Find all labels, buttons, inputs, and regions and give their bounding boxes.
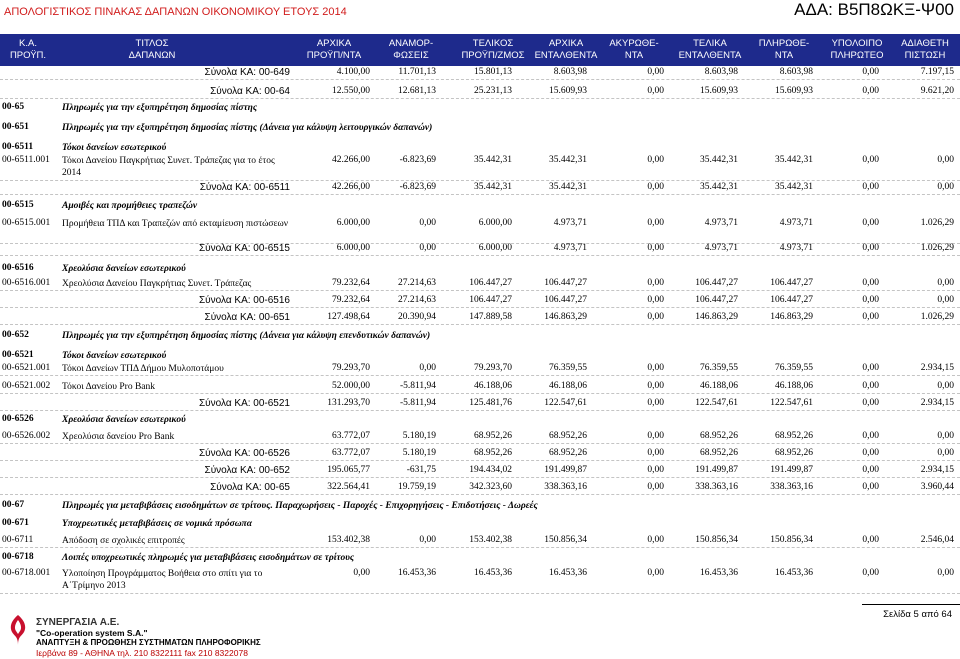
row-divider xyxy=(0,255,960,256)
amount-cell: 338.363,16 xyxy=(544,482,587,492)
amount-cell: 0,00 xyxy=(647,363,664,373)
amount-cell: 46.188,06 xyxy=(549,381,587,391)
amount-cell: 4.973,71 xyxy=(779,218,813,228)
row-divider xyxy=(0,477,960,478)
column-header-line2: ΦΩΣΕΙΣ xyxy=(393,50,429,61)
amount-cell: 16.453,36 xyxy=(700,568,738,578)
amount-cell: 0,00 xyxy=(937,431,954,441)
amount-cell: 35.442,31 xyxy=(549,182,587,192)
company-block xyxy=(36,618,261,658)
amount-cell: 15.609,93 xyxy=(775,86,813,96)
amount-cell: 6.000,00 xyxy=(478,243,512,253)
amount-cell: 0,00 xyxy=(862,363,879,373)
amount-cell: 79.293,70 xyxy=(474,363,512,373)
row-divider xyxy=(0,460,960,461)
amount-cell: 0,00 xyxy=(647,155,664,165)
amount-cell: 0,00 xyxy=(647,431,664,441)
account-description: Τόκοι δανείων εσωτερικού xyxy=(62,351,167,361)
amount-cell: 68.952,26 xyxy=(700,431,738,441)
amount-cell: -5.811,94 xyxy=(399,381,436,391)
amount-cell: 0,00 xyxy=(937,155,954,165)
row-divider xyxy=(0,79,960,80)
amount-cell: 15.801,13 xyxy=(474,67,512,77)
amount-cell: 146.863,29 xyxy=(770,312,813,322)
row-divider xyxy=(0,393,960,394)
amount-cell: 0,00 xyxy=(647,67,664,77)
company-name: ΣΥΝΕΡΓΑΣΙΑ Α.Ε. xyxy=(36,617,120,628)
column-header-line1: ΠΛΗΡΩΘΕ- xyxy=(758,38,810,49)
row-divider xyxy=(0,410,960,411)
column-header-line2: ΔΑΠΑΝΩΝ xyxy=(128,50,176,61)
amount-cell: 46.188,06 xyxy=(474,381,512,391)
amount-cell: 27.214,63 xyxy=(398,295,436,305)
account-description: Πληρωμές για την εξυπηρέτηση δημοσίας πίστης xyxy=(62,103,258,113)
company-tagline: ΑΝΑΠΤΥΞΗ & ΠΡΟΩΘΗΣΗ ΣΥΣΤΗΜΑΤΩΝ ΠΛΗΡΟΦΟΡΙΚΗΣ xyxy=(36,638,261,647)
amount-cell: 0,00 xyxy=(647,295,664,305)
amount-cell: 5.180,19 xyxy=(402,448,436,458)
amount-cell: 0,00 xyxy=(647,182,664,192)
column-header-line1: ΤΕΛΙΚΑ xyxy=(693,38,727,49)
amount-cell: 15.609,93 xyxy=(700,86,738,96)
total-label: Σύνολα ΚΑ: 00-6515 xyxy=(198,243,290,254)
amount-cell: 79.232,64 xyxy=(332,278,370,288)
amount-cell: 342.323,60 xyxy=(469,482,512,492)
amount-cell: 122.547,61 xyxy=(544,398,587,408)
amount-cell: 0,00 xyxy=(862,431,879,441)
amount-cell: 106.447,27 xyxy=(544,278,587,288)
amount-cell: 338.363,16 xyxy=(695,482,738,492)
amount-cell: 76.359,55 xyxy=(549,363,587,373)
account-description: Αμοιβές και προμήθειες τραπεζών xyxy=(62,201,198,211)
total-label: Σύνολα ΚΑ: 00-6526 xyxy=(198,448,290,459)
row-divider xyxy=(0,98,960,99)
amount-cell: 46.188,06 xyxy=(700,381,738,391)
account-code: 00-65 xyxy=(2,102,25,112)
amount-cell: 0,00 xyxy=(862,381,879,391)
amount-cell: 6.000,00 xyxy=(336,243,370,253)
amount-cell: 0,00 xyxy=(419,218,436,228)
amount-cell: 6.000,00 xyxy=(478,218,512,228)
amount-cell: 35.442,31 xyxy=(474,155,512,165)
amount-cell: 4.973,71 xyxy=(704,218,738,228)
amount-cell: 15.609,93 xyxy=(549,86,587,96)
document-title: ΑΠΟΛΟΓΙΣΤΙΚΟΣ ΠΙΝΑΚΑΣ ΔΑΠΑΝΩΝ ΟΙΚΟΝΟΜΙΚΟΥ ΕΤΟΥΣ 2014 xyxy=(4,6,347,18)
row-divider xyxy=(0,290,960,291)
amount-cell: 2.934,15 xyxy=(920,363,954,373)
column-header-line2: ΠΛΗΡΩΤΕΟ xyxy=(830,50,884,61)
column-header-line2: ΕΝΤΑΛΘΕΝΤΑ xyxy=(678,50,742,61)
account-code: 00-671 xyxy=(2,518,29,528)
company-logo-icon xyxy=(6,614,30,646)
amount-cell: 0,00 xyxy=(937,448,954,458)
amount-cell: 0,00 xyxy=(862,448,879,458)
column-header-line1: ΑΝΑΜΟΡ- xyxy=(388,38,434,49)
amount-cell: -6.823,69 xyxy=(399,182,436,192)
amount-cell: 68.952,26 xyxy=(474,448,512,458)
account-description: Απόδοση σε σχολικές επιτροπές xyxy=(62,536,185,546)
total-label: Σύνολα ΚΑ: 00-65 xyxy=(210,482,290,493)
amount-cell: 63.772,07 xyxy=(332,448,370,458)
column-header-line1: Κ.Α. xyxy=(19,38,37,49)
account-code: 00-6526.002 xyxy=(2,431,51,441)
amount-cell: 106.447,27 xyxy=(695,295,738,305)
amount-cell: 0,00 xyxy=(647,243,664,253)
amount-cell: 0,00 xyxy=(862,155,879,165)
column-header-line1: ΤΙΤΛΟΣ xyxy=(135,38,169,49)
amount-cell: 0,00 xyxy=(647,448,664,458)
amount-cell: 0,00 xyxy=(647,218,664,228)
amount-cell: 20.390,94 xyxy=(398,312,436,322)
column-header-line2: ΕΝΤΑΛΘΕΝΤΑ xyxy=(534,50,598,61)
column-header-line1: ΑΚΥΡΩΘΕ- xyxy=(609,38,659,49)
amount-cell: 125.481,76 xyxy=(469,398,512,408)
account-code: 00-67 xyxy=(2,500,25,510)
column-header-line2: ΝΤΑ xyxy=(774,50,794,61)
amount-cell: 0,00 xyxy=(419,535,436,545)
column-header-line1: ΑΔΙΑΘΕΤΗ xyxy=(901,38,949,49)
account-code: 00-6516 xyxy=(2,263,34,273)
amount-cell: 191.499,87 xyxy=(695,465,738,475)
amount-cell: 0,00 xyxy=(647,381,664,391)
company-address: Ιερβάνα 89 - ΑΘΗΝΑ τηλ. 210 8322111 fax 210 8322078 xyxy=(36,648,248,658)
amount-cell: 4.973,71 xyxy=(779,243,813,253)
account-description: Τόκοι Δανείου Παγκρήτιας Συνετ. Τράπεζας για το έτος 2014 xyxy=(62,156,275,178)
account-code: 00-6515.001 xyxy=(2,218,51,228)
account-code: 00-6711 xyxy=(2,535,34,545)
column-header xyxy=(0,38,78,62)
amount-cell: 0,00 xyxy=(647,535,664,545)
amount-cell: 150.856,34 xyxy=(770,535,813,545)
ada-code: ΑΔΑ: Β5Π8ΩΚΞ-Ψ00 xyxy=(794,0,954,19)
amount-cell: 0,00 xyxy=(862,182,879,192)
page-number-divider xyxy=(862,604,960,605)
account-description: Χρεολύσια Δανείου Παγκρήτιας Συνετ. Τράπεζας xyxy=(62,279,252,289)
account-code: 00-6516.001 xyxy=(2,278,51,288)
amount-cell: 150.856,34 xyxy=(544,535,587,545)
amount-cell: 0,00 xyxy=(647,86,664,96)
amount-cell: 191.499,87 xyxy=(770,465,813,475)
amount-cell: 0,00 xyxy=(937,295,954,305)
amount-cell: 25.231,13 xyxy=(474,86,512,96)
amount-cell: 0,00 xyxy=(937,278,954,288)
column-header-line2: ΠΡΟΫΠ. xyxy=(9,50,47,61)
account-description: Υλοποίηση Προγράμματος Βοήθεια στο σπίτι για το Α΄Τρίμηνο 2013 xyxy=(62,569,263,591)
amount-cell: 106.447,27 xyxy=(544,295,587,305)
amount-cell: 195.065,77 xyxy=(327,465,370,475)
table-header xyxy=(0,34,960,66)
amount-cell: 19.759,19 xyxy=(398,482,436,492)
amount-cell: 0,00 xyxy=(937,568,954,578)
account-code: 00-6511 xyxy=(2,142,34,152)
amount-cell: 0,00 xyxy=(937,381,954,391)
account-code: 00-6718.001 xyxy=(2,568,51,578)
account-description: Χρεολύσια δανείων εσωτερικού xyxy=(62,415,186,425)
amount-cell: 0,00 xyxy=(937,182,954,192)
account-description: Προμήθεια ΤΠΔ και Τραπεζών από εκταμίευση πιστώσεων xyxy=(62,219,289,229)
total-label: Σύνολα ΚΑ: 00-6511 xyxy=(199,182,290,193)
amount-cell: 153.402,38 xyxy=(327,535,370,545)
account-code: 00-6718 xyxy=(2,552,34,562)
amount-cell: 194.434,02 xyxy=(469,465,512,475)
row-divider xyxy=(0,593,960,594)
amount-cell: 0,00 xyxy=(647,465,664,475)
amount-cell: 35.442,31 xyxy=(775,155,813,165)
amount-cell: 16.453,36 xyxy=(474,568,512,578)
account-description: Πληρωμές για την εξυπηρέτηση δημοσίας πίστης (Δάνεια για κάλυψη λειτουργικών δαπανών) xyxy=(62,123,433,133)
amount-cell: 5.180,19 xyxy=(402,431,436,441)
amount-cell: 1.026,29 xyxy=(920,312,954,322)
amount-cell: 63.772,07 xyxy=(332,431,370,441)
amount-cell: 4.973,71 xyxy=(704,243,738,253)
amount-cell: 1.026,29 xyxy=(920,218,954,228)
amount-cell: 0,00 xyxy=(862,465,879,475)
amount-cell: 42.266,00 xyxy=(332,155,370,165)
amount-cell: 106.447,27 xyxy=(770,295,813,305)
amount-cell: 0,00 xyxy=(419,243,436,253)
total-label: Σύνολα ΚΑ: 00-6521 xyxy=(198,398,290,409)
row-divider xyxy=(0,307,960,308)
account-code: 00-6521.001 xyxy=(2,363,51,373)
row-divider xyxy=(0,180,960,181)
amount-cell: 68.952,26 xyxy=(775,448,813,458)
row-divider xyxy=(0,324,960,325)
account-code: 00-6521 xyxy=(2,350,34,360)
amount-cell: 68.952,26 xyxy=(549,448,587,458)
account-code: 00-6515 xyxy=(2,200,34,210)
amount-cell: 2.934,15 xyxy=(920,465,954,475)
amount-cell: 42.266,00 xyxy=(332,182,370,192)
amount-cell: 27.214,63 xyxy=(398,278,436,288)
amount-cell: 150.856,34 xyxy=(695,535,738,545)
total-label: Σύνολα ΚΑ: 00-6516 xyxy=(198,295,290,306)
row-divider xyxy=(0,375,960,376)
amount-cell: -631,75 xyxy=(406,465,436,475)
amount-cell: 0,00 xyxy=(862,535,879,545)
amount-cell: 35.442,31 xyxy=(474,182,512,192)
column-header-line2: ΠΡΟΫΠ/ΖΜΟΣ xyxy=(461,50,525,61)
row-divider xyxy=(0,494,960,495)
account-code: 00-6521.002 xyxy=(2,381,51,391)
amount-cell: 16.453,36 xyxy=(398,568,436,578)
amount-cell: 7.197,15 xyxy=(920,67,954,77)
total-label: Σύνολα ΚΑ: 00-651 xyxy=(204,312,290,323)
account-description: Χρεολύσια δανείων εσωτερικού xyxy=(62,264,186,274)
amount-cell: 8.603,98 xyxy=(704,67,738,77)
amount-cell: 0,00 xyxy=(647,278,664,288)
amount-cell: 0,00 xyxy=(353,568,370,578)
amount-cell: 0,00 xyxy=(862,312,879,322)
account-description: Τόκοι Δανείων ΤΠΔ Δήμου Μυλοποτάμου xyxy=(62,364,224,374)
amount-cell: 131.293,70 xyxy=(327,398,370,408)
page-number: Σελίδα 5 από 64 xyxy=(883,609,952,620)
amount-cell: 146.863,29 xyxy=(544,312,587,322)
column-header-line1: ΤΕΛΙΚΟΣ xyxy=(472,38,514,49)
column-header xyxy=(102,38,202,62)
amount-cell: 147.889,58 xyxy=(469,312,512,322)
amount-cell: 0,00 xyxy=(862,482,879,492)
amount-cell: 4.100,00 xyxy=(336,67,370,77)
amount-cell: 68.952,26 xyxy=(775,431,813,441)
page-footer xyxy=(0,604,960,659)
amount-cell: 68.952,26 xyxy=(700,448,738,458)
amount-cell: 106.447,27 xyxy=(469,278,512,288)
row-divider xyxy=(0,194,960,195)
total-label: Σύνολα ΚΑ: 00-652 xyxy=(204,465,290,476)
amount-cell: 9.621,20 xyxy=(920,86,954,96)
top-bar xyxy=(0,0,960,34)
total-label: Σύνολα ΚΑ: 00-64 xyxy=(210,86,290,97)
amount-cell: 0,00 xyxy=(862,398,879,408)
amount-cell: 338.363,16 xyxy=(770,482,813,492)
amount-cell: 52.000,00 xyxy=(332,381,370,391)
column-header-line2: ΠΙΣΤΩΣΗ xyxy=(904,50,946,61)
account-description: Τόκοι Δανείου Pro Bank xyxy=(62,382,156,392)
amount-cell: 2.934,15 xyxy=(920,398,954,408)
column-header-line1: ΥΠΟΛΟΙΠΟ xyxy=(831,38,883,49)
account-description: Υποχρεωτικές μεταβιβάσεις σε νομικά πρόσωπα xyxy=(62,519,252,529)
amount-cell: 0,00 xyxy=(647,568,664,578)
amount-cell: 12.681,13 xyxy=(398,86,436,96)
amount-cell: 0,00 xyxy=(862,218,879,228)
amount-cell: 1.026,29 xyxy=(920,243,954,253)
amount-cell: 16.453,36 xyxy=(549,568,587,578)
amount-cell: 106.447,27 xyxy=(469,295,512,305)
amount-cell: 68.952,26 xyxy=(474,431,512,441)
amount-cell: 35.442,31 xyxy=(700,155,738,165)
column-header-line1: ΑΡΧΙΚΑ xyxy=(316,38,352,49)
amount-cell: 46.188,06 xyxy=(775,381,813,391)
amount-cell: 79.293,70 xyxy=(332,363,370,373)
amount-cell: 6.000,00 xyxy=(336,218,370,228)
amount-cell: 122.547,61 xyxy=(695,398,738,408)
amount-cell: 0,00 xyxy=(647,398,664,408)
amount-cell: 0,00 xyxy=(862,278,879,288)
amount-cell: -5.811,94 xyxy=(399,398,436,408)
column-header-line2: ΠΡΟΫΠ/ΝΤΑ xyxy=(306,50,362,61)
account-code: 00-6511.001 xyxy=(2,155,50,165)
amount-cell: 4.973,71 xyxy=(553,218,587,228)
amount-cell: 79.232,64 xyxy=(332,295,370,305)
account-code: 00-652 xyxy=(2,330,29,340)
amount-cell: 0,00 xyxy=(862,67,879,77)
amount-cell: 8.603,98 xyxy=(553,67,587,77)
account-code: 00-651 xyxy=(2,122,29,132)
amount-cell: 153.402,38 xyxy=(469,535,512,545)
amount-cell: 0,00 xyxy=(862,243,879,253)
amount-cell: 76.359,55 xyxy=(700,363,738,373)
amount-cell: 35.442,31 xyxy=(700,182,738,192)
column-header-line1: ΑΡΧΙΚΑ xyxy=(548,38,584,49)
amount-cell: 0,00 xyxy=(647,312,664,322)
amount-cell: 16.453,36 xyxy=(775,568,813,578)
amount-cell: 191.499,87 xyxy=(544,465,587,475)
amount-cell: 106.447,27 xyxy=(770,278,813,288)
company-system: "Co-operation system S.A." xyxy=(36,628,148,638)
amount-cell: 0,00 xyxy=(419,363,436,373)
column-header xyxy=(875,38,960,62)
amount-cell: 322.564,41 xyxy=(327,482,370,492)
amount-cell: 0,00 xyxy=(862,86,879,96)
column-header-line2: ΝΤΑ xyxy=(624,50,644,61)
amount-cell: 35.442,31 xyxy=(549,155,587,165)
amount-cell: 35.442,31 xyxy=(775,182,813,192)
account-description: Πληρωμές για μεταβιβάσεις εισοδημάτων σε τρίτους. Παραχωρήσεις - Παροχές - Επιχορηγήσεις - Επιδοτήσεις - Δωρεές xyxy=(62,501,538,511)
account-description: Πληρωμές για την εξυπηρέτηση δημοσίας πίστης (Δάνεια για κάλυψη επενδυτικών δαπανών) xyxy=(62,331,431,341)
row-divider xyxy=(0,547,960,548)
amount-cell: 68.952,26 xyxy=(549,431,587,441)
amount-cell: 8.603,98 xyxy=(779,67,813,77)
amount-cell: 146.863,29 xyxy=(695,312,738,322)
row-divider xyxy=(0,443,960,444)
amount-cell: 4.973,71 xyxy=(553,243,587,253)
amount-cell: 0,00 xyxy=(862,295,879,305)
account-description: Χρεολύσια δανείου Pro Bank xyxy=(62,432,175,442)
amount-cell: 11.701,13 xyxy=(398,67,436,77)
amount-cell: 76.359,55 xyxy=(775,363,813,373)
amount-cell: 2.546,04 xyxy=(920,535,954,545)
amount-cell: 0,00 xyxy=(647,482,664,492)
amount-cell: -6.823,69 xyxy=(399,155,436,165)
amount-cell: 127.498,64 xyxy=(327,312,370,322)
total-label: Σύνολα ΚΑ: 00-649 xyxy=(204,67,290,78)
amount-cell: 106.447,27 xyxy=(695,278,738,288)
account-description: Λοιπές υποχρεωτικές πληρωμές για μεταβιβάσεις εισοδημάτων σε τρίτους xyxy=(62,553,355,563)
amount-cell: 0,00 xyxy=(862,568,879,578)
amount-cell: 12.550,00 xyxy=(332,86,370,96)
account-code: 00-6526 xyxy=(2,414,34,424)
account-description: Τόκοι δανείων εσωτερικού xyxy=(62,143,167,153)
amount-cell: 3.960,44 xyxy=(920,482,954,492)
amount-cell: 122.547,61 xyxy=(770,398,813,408)
